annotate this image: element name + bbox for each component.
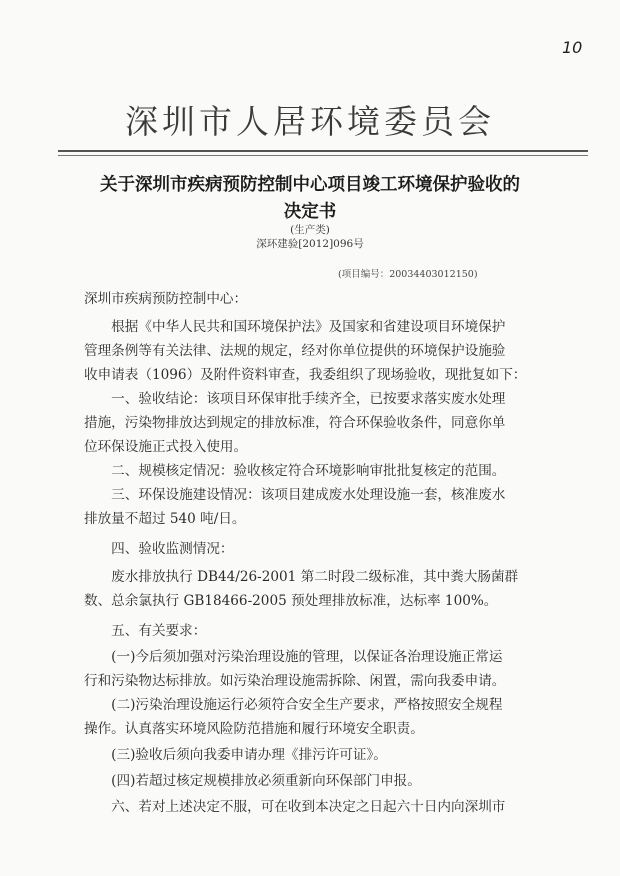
body-line: 废水排放执行 DB44/26-2001 第二时段二级标准，其中粪大肠菌群 [84, 569, 519, 585]
body-line: 操作。认真落实环境风险防范措施和履行环境安全职责。 [84, 721, 424, 737]
body-line: 一、验收结论：该项目环保审批手续齐全，已按要求落实废水处理 [84, 391, 506, 407]
document-category: (生产类) [290, 224, 330, 236]
body-line: 五、有关要求： [84, 623, 207, 639]
body-line: (一)今后须加强对污染治理设施的管理，以保证各治理设施正常运 [84, 649, 503, 665]
body-line: 三、环保设施建设情况：该项目建成废水处理设施一套，核准废水 [84, 487, 506, 503]
body-line: 位环保设施正式投入使用。 [84, 439, 248, 455]
title-line-1: 关于深圳市疾病预防控制中心项目竣工环境保护验收的 [100, 175, 520, 195]
project-code: (项目编号：20034403012150) [338, 269, 478, 280]
document-title [40, 172, 580, 226]
title-line-2: 决定书 [283, 202, 337, 222]
body-line: 六、若对上述决定不服，可在收到本决定之日起六十日内向深圳市 [84, 799, 506, 815]
body-line: 根据《中华人民共和国环境保护法》及国家和省建设项目环境保护 [84, 319, 506, 335]
page-number: 10 [562, 38, 583, 57]
body-line: (二)污染治理设施运行必须符合安全生产要求，严格按照安全规程 [84, 697, 503, 713]
body-line: 措施，污染物排放达到规定的排放标准，符合环保验收条件，同意你单 [84, 415, 506, 431]
body-line: (四)若超过核定规模排放必须重新向环保部门申报。 [84, 773, 421, 789]
body-line: 数、总余氯执行 GB18466-2005 预处理排放标准，达标率 100%。 [84, 593, 498, 609]
document-number: 深环建验[2012]096号 [256, 238, 364, 250]
body-line: 四、验收监测情况： [84, 541, 234, 557]
body-line: 排放量不超过 540 吨/日。 [84, 511, 246, 527]
letterhead-rule [58, 150, 588, 152]
addressee: 深圳市疾病预防控制中心： [84, 291, 248, 307]
body-line: 二、规模核定情况：验收核定符合环境影响审批批复核定的范围。 [84, 463, 506, 479]
body-line: (三)验收后须向我委申请办理《排污许可证》。 [84, 747, 387, 763]
body-line: 管理条例等有关法律、法规的规定，经对你单位提供的环境保护设施验 [84, 343, 506, 359]
body-line: 行和污染物达标排放。如污染治理设施需拆除、闲置，需向我委申请。 [84, 673, 506, 689]
letterhead-rule-thin [58, 155, 588, 156]
letterhead: 深圳市人居环境委员会 [125, 102, 495, 141]
body-line: 收申请表（1096）及附件资料审查，我委组织了现场验收，现批复如下： [84, 367, 527, 383]
